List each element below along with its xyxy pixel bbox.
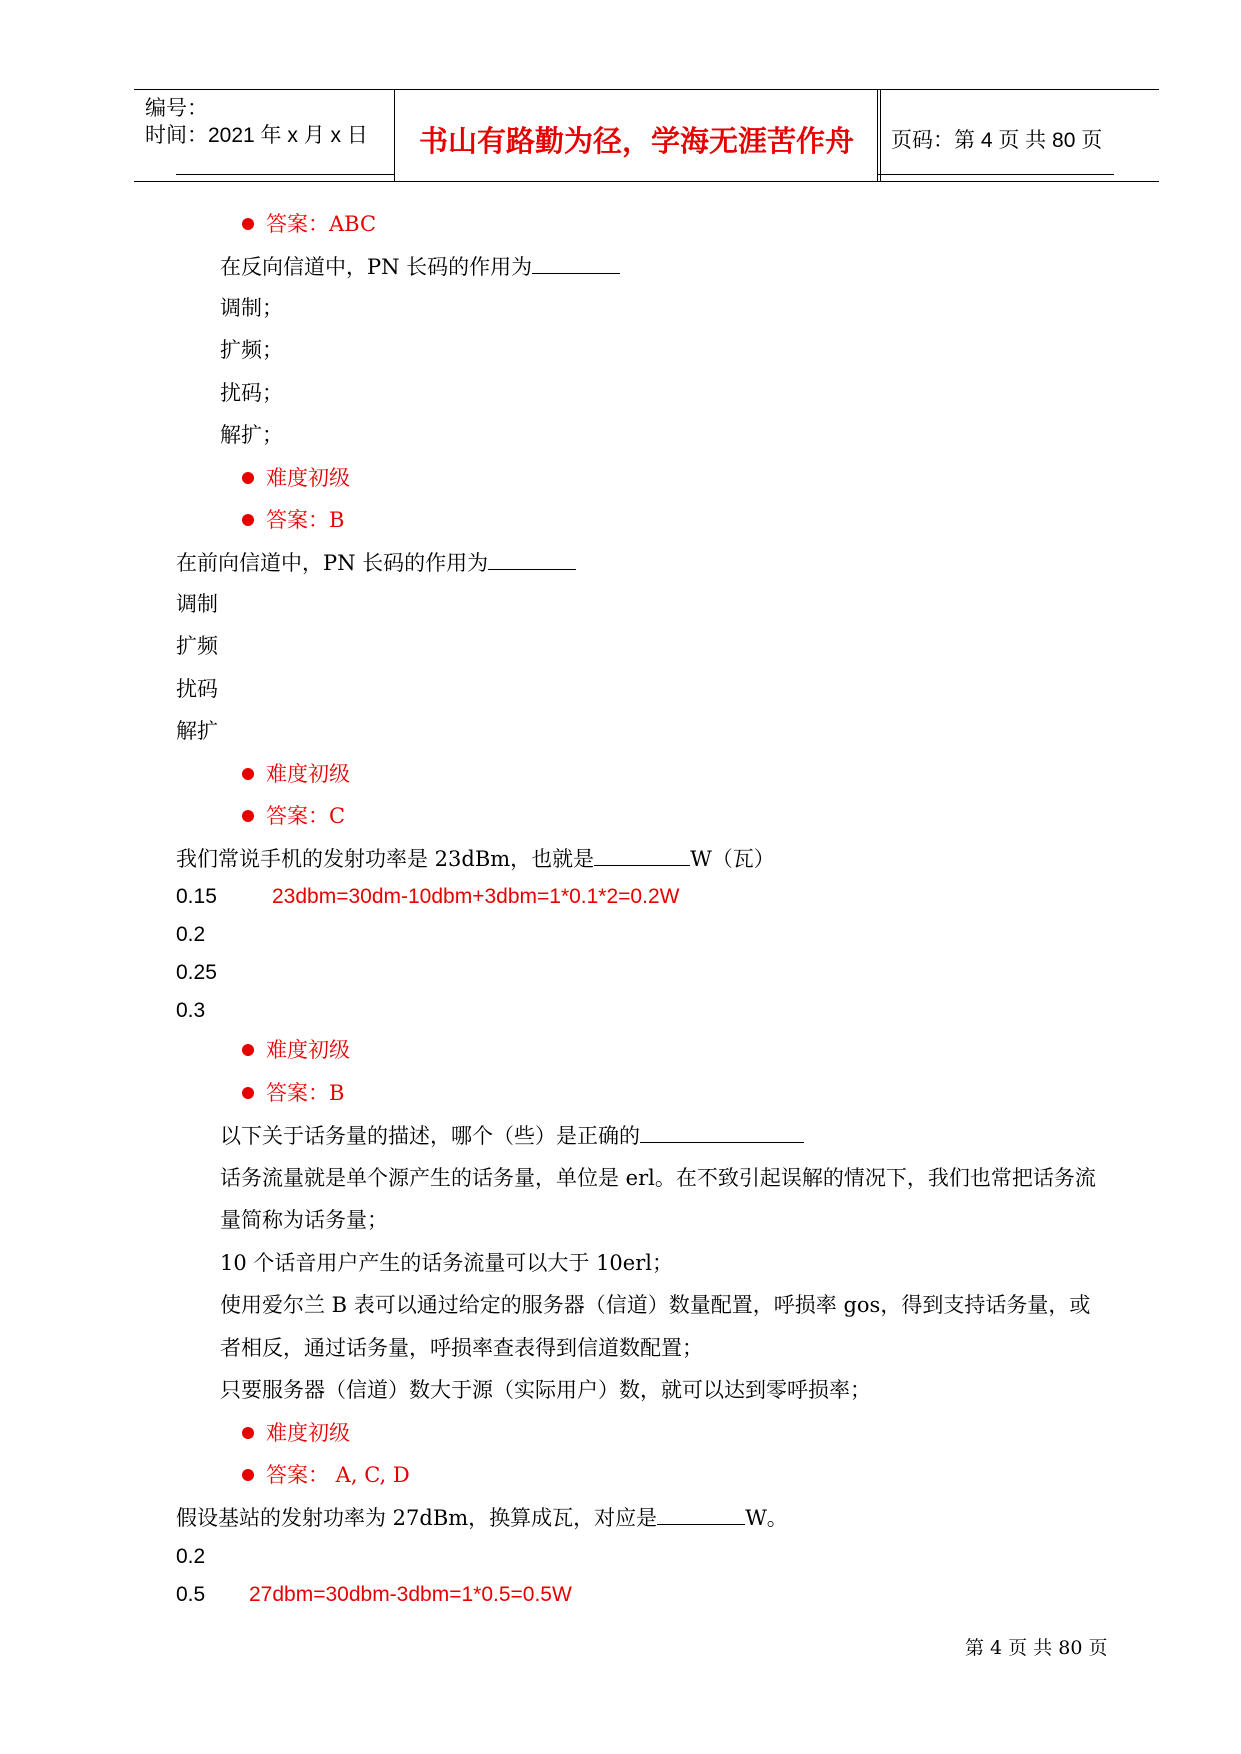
header-number-label: 编号： xyxy=(145,97,208,120)
answer-line: 答案：B xyxy=(242,1080,344,1106)
question-line: 我们常说手机的发射功率是 23dBm，也就是 W（瓦） xyxy=(176,847,775,871)
option-line: 0.2 xyxy=(176,1545,206,1568)
bullet-icon xyxy=(242,218,254,230)
option-line: 调制； xyxy=(220,296,283,320)
option-line: 扩频； xyxy=(220,338,283,362)
calculation-note: 23dbm=30dm-10dbm+3dbm=1*0.1*2=0.2W xyxy=(272,885,680,908)
question-line: 在前向信道中，PN 长码的作用为 xyxy=(176,549,576,576)
difficulty-line: 难度初级 xyxy=(242,1420,350,1446)
question-line: 假设基站的发射功率为 27dBm，换算成瓦，对应是 W。 xyxy=(176,1506,788,1530)
difficulty-line: 难度初级 xyxy=(242,761,350,787)
header-divider-2b xyxy=(880,89,881,181)
header-page-label: 页码：第 4 页 共 80 页 xyxy=(891,129,1103,152)
option-line: 0.15 xyxy=(176,885,217,908)
option-line: 使用爱尔兰 B 表可以通过给定的服务器（信道）数量配置，呼损率 gos，得到支持话务量，或 xyxy=(220,1293,1091,1317)
option-line: 话务流量就是单个源产生的话务量，单位是 erl。在不致引起误解的情况下，我们也常把话务流 xyxy=(220,1166,1096,1190)
answer-line: 答案：ABC xyxy=(242,211,376,237)
header-motto: 书山有路勤为径，学海无涯苦作舟 xyxy=(419,126,855,158)
option-line: 0.25 xyxy=(176,961,217,984)
answer-line: 答案： A, C, D xyxy=(242,1462,410,1488)
header-divider-1 xyxy=(394,89,395,181)
option-line: 解扩 xyxy=(176,719,218,743)
header-bottom-rule xyxy=(134,181,1159,182)
bullet-icon xyxy=(242,768,254,780)
bullet-icon xyxy=(242,1044,254,1056)
bullet-icon xyxy=(242,1087,254,1099)
header-time-label: 时间：2021 年 x 月 x 日 xyxy=(145,124,368,147)
bullet-icon xyxy=(242,472,254,484)
option-line: 扰码； xyxy=(220,381,283,405)
answer-line: 答案：B xyxy=(242,507,344,533)
answer-line: 答案：C xyxy=(242,803,345,829)
question-line: 在反向信道中，PN 长码的作用为 xyxy=(220,253,620,280)
blank-underline xyxy=(657,1504,745,1525)
blank-underline xyxy=(594,845,690,866)
blank-underline xyxy=(532,253,620,274)
calculation-note: 27dbm=30dbm-3dbm=1*0.5=0.5W xyxy=(249,1583,572,1606)
blank-underline xyxy=(640,1122,804,1143)
option-line: 量简称为话务量； xyxy=(220,1208,388,1232)
difficulty-line: 难度初级 xyxy=(242,465,350,491)
option-line: 0.5 xyxy=(176,1583,206,1606)
bullet-icon xyxy=(242,810,254,822)
header-divider-2 xyxy=(877,89,878,181)
option-line: 扩频 xyxy=(176,634,218,658)
bullet-icon xyxy=(242,514,254,526)
footer-page-number: 第 4 页 共 80 页 xyxy=(965,1637,1108,1659)
option-line: 调制 xyxy=(176,592,218,616)
option-line: 解扩； xyxy=(220,423,283,447)
option-line: 只要服务器（信道）数大于源（实际用户）数，就可以达到零呼损率； xyxy=(220,1378,871,1402)
option-line: 0.2 xyxy=(176,923,206,946)
bullet-icon xyxy=(242,1427,254,1439)
bullet-icon xyxy=(242,1469,254,1481)
option-line: 者相反，通过话务量，呼损率查表得到信道数配置； xyxy=(220,1336,703,1360)
option-line: 扰码 xyxy=(176,677,218,701)
blank-underline xyxy=(488,549,576,570)
header-inner-rule-left xyxy=(176,174,394,175)
option-line: 0.3 xyxy=(176,999,206,1022)
difficulty-line: 难度初级 xyxy=(242,1037,350,1063)
option-line: 10 个话音用户产生的话务流量可以大于 10erl； xyxy=(220,1251,673,1275)
header-inner-rule-right xyxy=(878,174,1114,175)
question-line: 以下关于话务量的描述，哪个（些）是正确的 xyxy=(220,1122,804,1149)
header-top-rule xyxy=(134,89,1159,90)
